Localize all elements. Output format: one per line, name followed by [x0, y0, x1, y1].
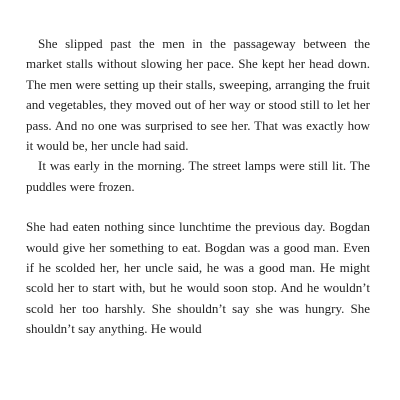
section-break [26, 197, 370, 217]
paragraph-1: She slipped past the men in the passageway between the market stalls without slowing her pace. She kept her head down. The men were setting up their stalls, sweeping, arranging the fruit and vegetables, they moved out of her way or stood still to let her pass. And no one was surprised to see her. That was exactly how it would be, her uncle had said. [26, 36, 370, 154]
paragraph-2: It was early in the morning. The street lamps were still lit. The puddles were frozen. [26, 158, 370, 194]
paragraph-3: She had eaten nothing since lunchtime the previous day. Bogdan would give her something to eat. Bogdan was a good man. Even if he scolded her, her uncle said, he was a good man. He might scold her to start with, but he would soon stop. And he wouldn’t scold her too harshly. She shouldn’t say she was hungry. She shouldn’t say anything. He would [26, 219, 370, 337]
body-text [26, 34, 370, 340]
